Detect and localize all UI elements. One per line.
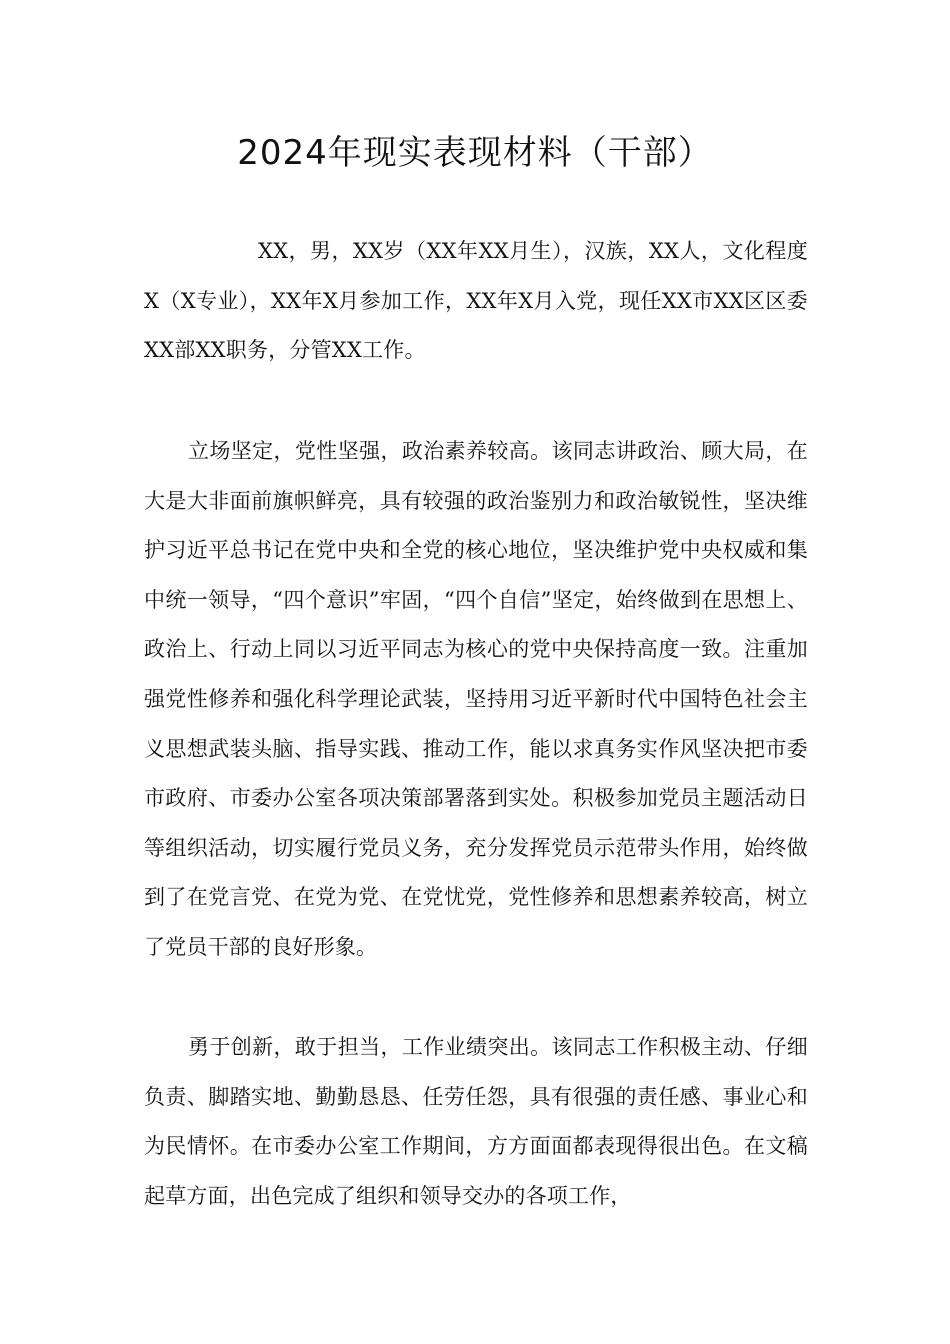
paragraph-political-stance: 立场坚定，党性坚强，政治素养较高。该同志讲政治、顾大局，在大是大非面前旗帜鲜亮，具有较强的政治鉴别力和政治敏锐性，坚决维护习近平总书记在党中央和全党的核心地位，坚决维护党中央权威和集中统一领导，“四个意识”牢固，“四个自信”坚定，始终做到在思想上、政治上、行动上同以习近平同志为核心的党中央保持高度一致。注重加强党性修养和强化科学理论武装，坚持用习近平新时代中国特色社会主义思想武装头脑、指导实践、推动工作，能以求真务实作风坚决把市委市政府、市委办公室各项决策部署落到实处。积极参加党员主题活动日等组织活动，切实履行党员义务，充分发挥党员示范带头作用，始终做到了在党言党、在党为党、在党忧党，党性修养和思想素养较高，树立了党员干部的良好形象。 — [144, 439, 808, 959]
document-title: 2024年现实表现材料（干部） — [237, 133, 713, 173]
paragraph-personal-info: XX，男，XX岁（XX年XX月生），汉族，XX人，文化程度X（X专业），XX年X月参加工作，XX年X月入党，现任XX市XX区区委XX部XX职务，分管XX工作。 — [144, 239, 808, 363]
paragraph-work-performance: 勇于创新，敢于担当，工作业绩突出。该同志工作积极主动、仔细负责、脚踏实地、勤勤恳恳、任劳任怨，具有很强的责任感、事业心和为民情怀。在市委办公室工作期间，方方面面都表现得很出色。在文稿起草方面，出色完成了组织和领导交办的各项工作， — [144, 1035, 808, 1208]
